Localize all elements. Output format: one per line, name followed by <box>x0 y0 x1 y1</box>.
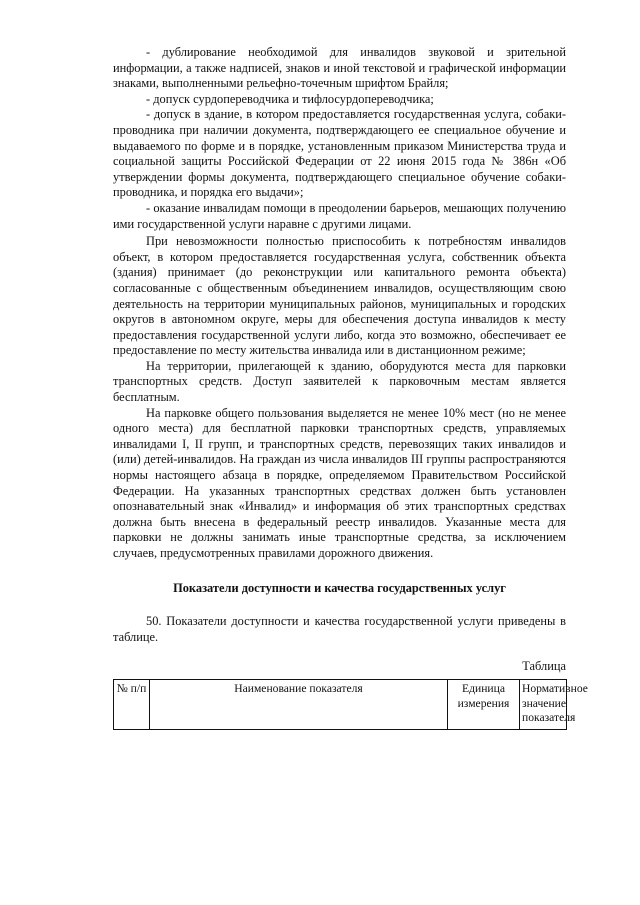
header-number: № п/п <box>114 679 150 729</box>
table-caption: Таблица <box>522 659 566 674</box>
section-heading: Показатели доступности и качества государственных услуг <box>173 580 506 595</box>
paragraph-parking-quota: На парковке общего пользования выделяется не менее 10% мест (но не менее одного места) для бесплатной парковки транспортных средств, управляемых инвалидами I, II групп, и транспортных средств, перевозящих таких инвалидов и (или) детей-инвалидов. На граждан из числа инвалидов III группы распространяются нормы настоящего абзаца в порядке, определяемом Правительством Российской Федерации. На указанных транспортных средствах должен быть установлен опознавательный знак «Инвалид» и информация об этих транспортных средствах должна быть внесена в федеральный реестр инвалидов. Указанные места для парковки не должны занимать иные транспортные средства, за исключением случаев, предусмотренных правилами дорожного движения. <box>113 405 566 560</box>
header-normative-value: Нормативное значение показателя <box>520 679 567 729</box>
paragraph-sign-interpreter: - допуск сурдопереводчика и тифлосурдопереводчика; <box>146 91 434 106</box>
paragraph-parking-area: На территории, прилегающей к зданию, оборудуются места для парковки транспортных средств. Доступ заявителей к парковочным местам является бесплатным. <box>113 358 566 405</box>
document-body <box>113 45 588 730</box>
paragraph-item-50: 50. Показатели доступности и качества государственной услуги приведены в таблице. <box>113 614 566 644</box>
paragraph-braille: - дублирование необходимой для инвалидов звуковой и зрительной информации, а также надписей, знаков и иной текстовой и графической информации знаками, выполненными рельефно-точечным шрифтом Брайля; <box>113 45 566 91</box>
table-header-row <box>114 679 567 729</box>
paragraph-guide-dog: - допуск в здание, в котором предоставляется государственная услуга, собаки-проводника при наличии документа, подтверждающего ее специальное обучение и выдаваемого по форме и в порядке, установленным приказом Министерства труда и социальной защиты Российской Федерации от 22 июня 2015 года № 386н «Об утверждении формы документа, подтверждающего специальное обучение собаки-проводника, и порядка его выдачи»; <box>113 107 566 200</box>
paragraph-barrier-assistance: - оказание инвалидам помощи в преодолении барьеров, мешающих получению ими государственной услуги наравне с другими лицами. <box>113 200 566 231</box>
indicators-table <box>113 679 588 730</box>
header-indicator-name: Наименование показателя <box>150 679 448 729</box>
paragraph-object-adaptation: При невозможности полностью приспособить к потребностям инвалидов объект, в котором предоставляется государственная услуга, собственник объекта (здания) принимает (до реконструкции или капитального ремонта объекта) согласованные с общественным объединением инвалидов, осуществляющим свою деятельность на территории муниципальных районов, муниципальных и городских округов в автономном округе, меры для обеспечения доступа инвалидов к месту предоставления государственной услуги либо, когда это возможно, обеспечивает ее предоставление по месту жительства инвалида или в дистанционном режиме; <box>113 234 566 358</box>
header-unit: Единица измерения <box>448 679 520 729</box>
